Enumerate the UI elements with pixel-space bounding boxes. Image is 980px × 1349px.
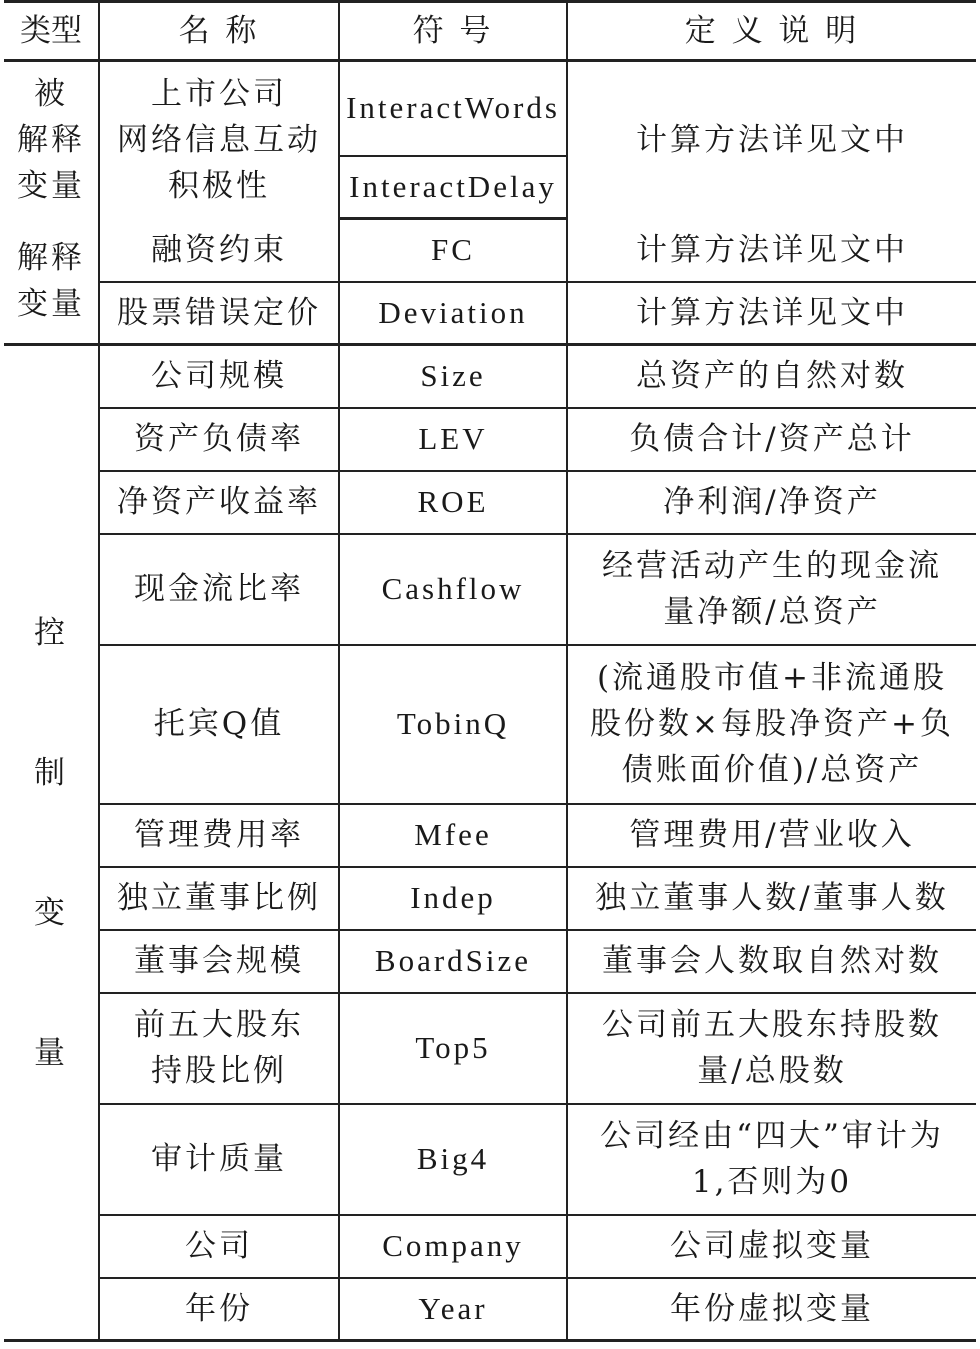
variable-name: 资产负债率 [99,408,339,471]
variable-definition: (流通股市值+非流通股 股份数×每股净资产+负 债账面价值)/总资产 [567,645,976,804]
variable-name: 融资约束 [99,219,339,282]
table-row [4,993,976,1104]
table-row [4,1215,976,1278]
variable-name: 公司规模 [99,345,339,408]
group-dependent: 被 解释 变量 [17,76,85,205]
variable-definition: 公司经由“四大”审计为 1,否则为0 [567,1104,976,1215]
table-row [4,471,976,534]
group-control: 控 制 变 量 [4,345,99,1341]
header-type: 类型 [4,2,99,61]
variable-name: 现金流比率 [99,534,339,645]
variable-definition: 年份虚拟变量 [567,1278,976,1341]
variable-symbol: InteractWords [339,61,567,156]
variable-name: 年份 [99,1278,339,1341]
variable-name: 净资产收益率 [99,471,339,534]
table-row [4,867,976,930]
variable-symbol: Year [339,1278,567,1341]
table-row [4,804,976,867]
header-symbol: 符 号 [339,2,567,61]
group-explanatory: 解释 变量 [4,219,99,345]
variable-definition: 经营活动产生的现金流 量净额/总资产 [567,534,976,645]
variable-symbol: Top5 [339,993,567,1104]
variable-symbol: Company [339,1215,567,1278]
table-row [4,1278,976,1341]
variable-definition: 公司前五大股东持股数 量/总股数 [567,993,976,1104]
variable-name: 管理费用率 [99,804,339,867]
table-row [4,534,976,645]
variable-definition: 管理费用/营业收入 [567,804,976,867]
variable-symbol: TobinQ [339,645,567,804]
variable-definition: 计算方法详见文中 [567,219,976,282]
variable-name: 董事会规模 [99,930,339,993]
table-row [4,645,976,804]
variable-symbol: BoardSize [339,930,567,993]
variable-symbol: Big4 [339,1104,567,1215]
variable-symbol: Indep [339,867,567,930]
variable-definition: 计算方法详见文中 [567,61,976,219]
table-row [4,61,976,156]
variable-definition: 负债合计/资产总计 [567,408,976,471]
variable-symbol: FC [339,219,567,282]
variable-name: 上市公司 网络信息互动 积极性 [99,61,339,219]
variable-name: 托宾Q值 [99,645,339,804]
table-row [4,408,976,471]
table-row [4,345,976,408]
variable-symbol: ROE [339,471,567,534]
header-definition: 定 义 说 明 [567,2,976,61]
variable-symbol: LEV [339,408,567,471]
variable-name: 公司 [99,1215,339,1278]
table-row [4,930,976,993]
variable-definition: 计算方法详见文中 [567,282,976,345]
variable-symbol: InteractDelay [339,156,567,219]
variable-definition: 公司虚拟变量 [567,1215,976,1278]
variable-symbol: Size [339,345,567,408]
variable-definition: 总资产的自然对数 [567,345,976,408]
variable-symbol: Mfee [339,804,567,867]
variable-definition: 独立董事人数/董事人数 [567,867,976,930]
variable-name: 审计质量 [99,1104,339,1215]
variable-definition-table [4,0,976,1342]
variable-definition: 净利润/净资产 [567,471,976,534]
header-row [4,2,976,61]
table-row [4,1104,976,1215]
variable-name: 股票错误定价 [99,282,339,345]
variable-name: 前五大股东 持股比例 [99,993,339,1104]
variable-symbol: Deviation [339,282,567,345]
header-name: 名 称 [99,2,339,61]
table-row [4,282,976,345]
table-row [4,219,976,282]
variable-name: 独立董事比例 [99,867,339,930]
variable-definition: 董事会人数取自然对数 [567,930,976,993]
variable-symbol: Cashflow [339,534,567,645]
